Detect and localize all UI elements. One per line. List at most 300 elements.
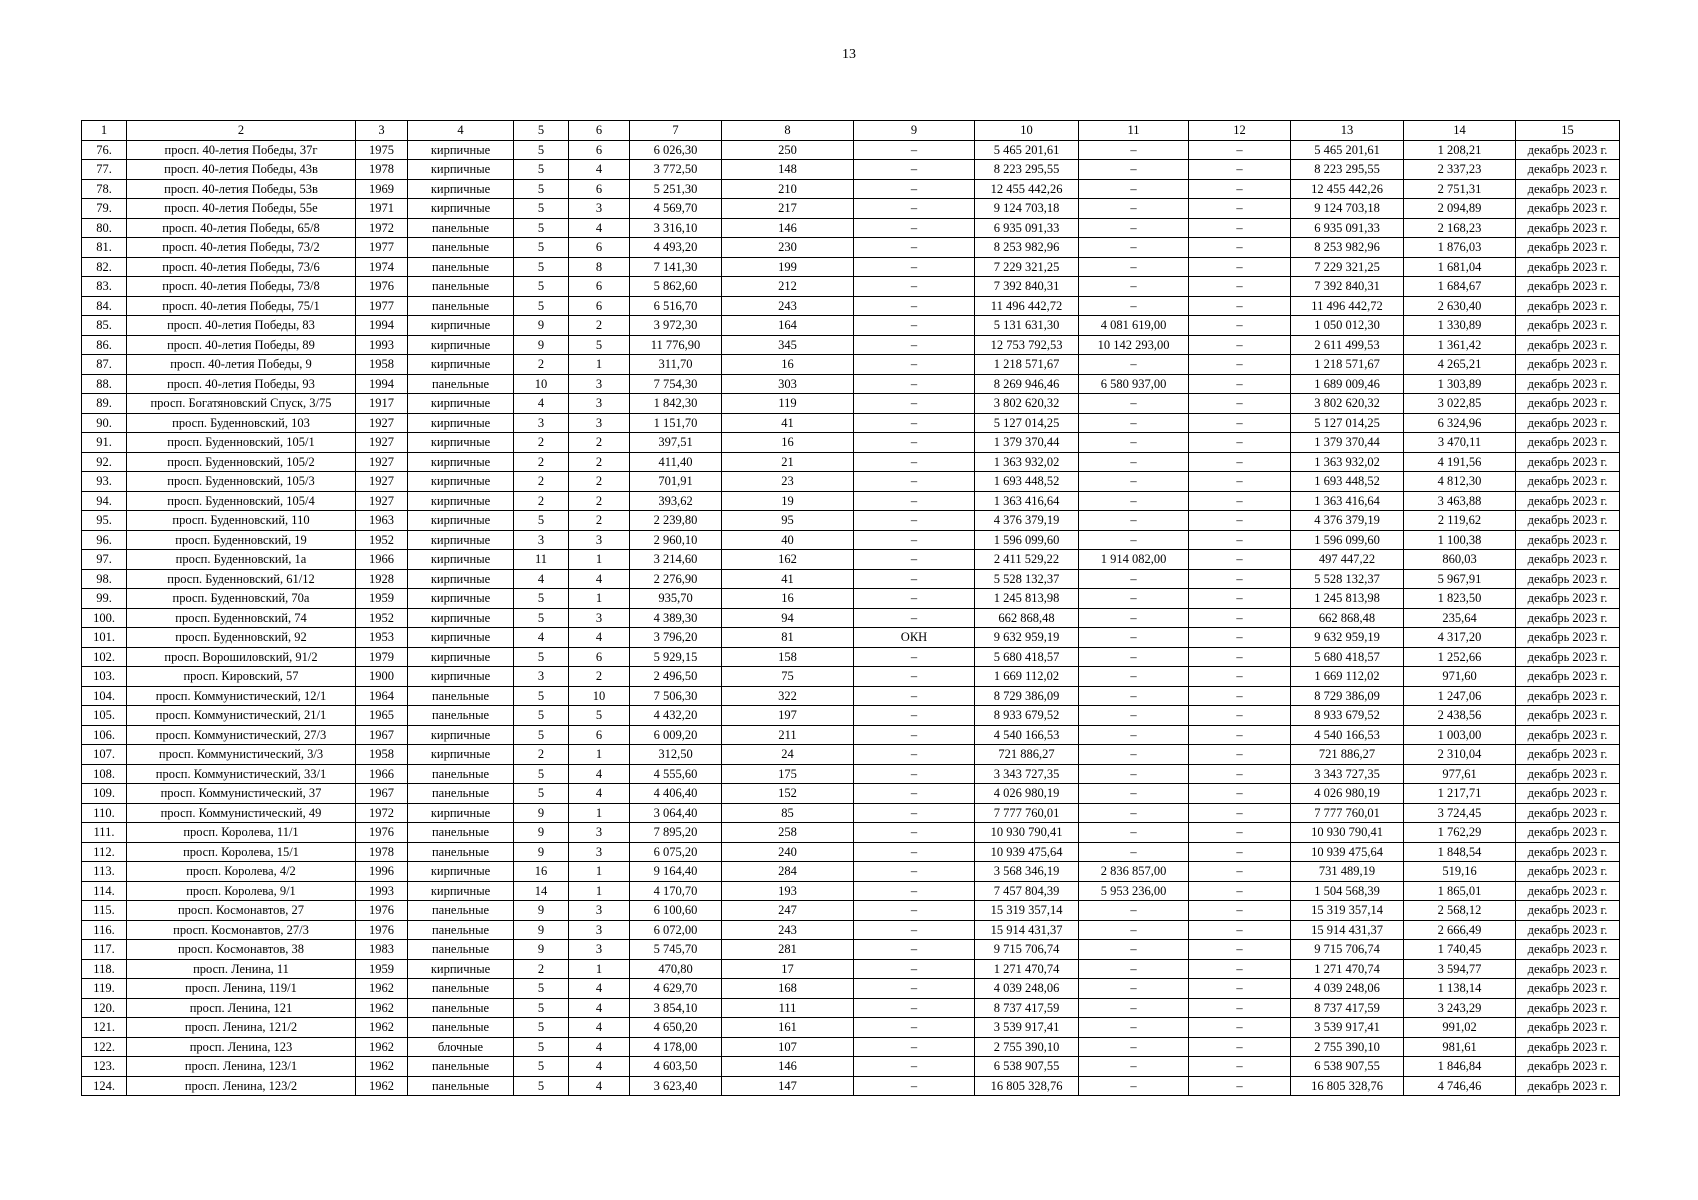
table-cell: 6 935 091,33 bbox=[975, 218, 1079, 238]
table-cell: 5 465 201,61 bbox=[1291, 140, 1404, 160]
table-cell: панельные bbox=[408, 920, 514, 940]
table-cell: 146 bbox=[722, 1057, 854, 1077]
table-row bbox=[82, 628, 1620, 648]
table-cell: 1966 bbox=[356, 550, 408, 570]
address-cell: просп. Ленина, 123/1 bbox=[127, 1057, 356, 1077]
table-cell: 5 929,15 bbox=[630, 647, 722, 667]
table-cell: декабрь 2023 г. bbox=[1516, 628, 1620, 648]
table-cell: 4 bbox=[569, 784, 630, 804]
table-cell: 4 812,30 bbox=[1404, 472, 1516, 492]
table-cell: кирпичные bbox=[408, 316, 514, 336]
table-cell: 397,51 bbox=[630, 433, 722, 453]
table-cell: 5 bbox=[514, 686, 569, 706]
table-cell: 77. bbox=[82, 160, 127, 180]
address-cell: просп. Буденновский, 70а bbox=[127, 589, 356, 609]
column-header: 7 bbox=[630, 121, 722, 141]
table-cell: 3 bbox=[569, 901, 630, 921]
table-cell: – bbox=[1079, 745, 1189, 765]
address-cell: просп. 40-летия Победы, 65/8 bbox=[127, 218, 356, 238]
table-cell: 2 bbox=[569, 472, 630, 492]
table-cell: панельные bbox=[408, 257, 514, 277]
table-cell: 1 271 470,74 bbox=[1291, 959, 1404, 979]
table-cell: 7 141,30 bbox=[630, 257, 722, 277]
table-cell: 121. bbox=[82, 1018, 127, 1038]
table-cell: 1 684,67 bbox=[1404, 277, 1516, 297]
table-cell: декабрь 2023 г. bbox=[1516, 1037, 1620, 1057]
table-cell: 8 bbox=[569, 257, 630, 277]
table-cell: декабрь 2023 г. bbox=[1516, 199, 1620, 219]
table-cell: 2 239,80 bbox=[630, 511, 722, 531]
table-cell: 1959 bbox=[356, 959, 408, 979]
table-row bbox=[82, 140, 1620, 160]
table-cell: 470,80 bbox=[630, 959, 722, 979]
table-row bbox=[82, 179, 1620, 199]
table-cell: – bbox=[1189, 842, 1291, 862]
table-cell: панельные bbox=[408, 764, 514, 784]
table-cell: декабрь 2023 г. bbox=[1516, 569, 1620, 589]
table-cell: 1900 bbox=[356, 667, 408, 687]
table-cell: 281 bbox=[722, 940, 854, 960]
table-cell: 5 bbox=[514, 998, 569, 1018]
table-cell: 3 bbox=[569, 608, 630, 628]
table-cell: 6 bbox=[569, 238, 630, 258]
table-cell: декабрь 2023 г. bbox=[1516, 725, 1620, 745]
table-row bbox=[82, 569, 1620, 589]
table-cell: – bbox=[854, 140, 975, 160]
table-cell: 15 319 357,14 bbox=[975, 901, 1079, 921]
table-cell: 4 bbox=[514, 394, 569, 414]
table-cell: – bbox=[854, 998, 975, 1018]
table-cell: – bbox=[1079, 1037, 1189, 1057]
table-cell: 1927 bbox=[356, 452, 408, 472]
table-cell: 1978 bbox=[356, 160, 408, 180]
table-cell: 84. bbox=[82, 296, 127, 316]
table-cell: 1 865,01 bbox=[1404, 881, 1516, 901]
table-cell: 4 bbox=[569, 628, 630, 648]
table-cell: 99. bbox=[82, 589, 127, 609]
table-cell: 1962 bbox=[356, 1018, 408, 1038]
table-cell: 5 bbox=[514, 1018, 569, 1038]
table-cell: 1965 bbox=[356, 706, 408, 726]
table-cell: 8 729 386,09 bbox=[975, 686, 1079, 706]
table-cell: 79. bbox=[82, 199, 127, 219]
table-cell: 312,50 bbox=[630, 745, 722, 765]
table-cell: декабрь 2023 г. bbox=[1516, 238, 1620, 258]
address-cell: просп. Буденновский, 1а bbox=[127, 550, 356, 570]
table-cell: 1 138,14 bbox=[1404, 979, 1516, 999]
table-cell: 4 bbox=[569, 1076, 630, 1096]
table-body bbox=[82, 140, 1620, 1096]
table-cell: 1917 bbox=[356, 394, 408, 414]
table-cell: – bbox=[1189, 257, 1291, 277]
table-cell: 3 972,30 bbox=[630, 316, 722, 336]
address-cell: просп. Коммунистический, 21/1 bbox=[127, 706, 356, 726]
table-cell: 5 bbox=[514, 647, 569, 667]
table-cell: 115. bbox=[82, 901, 127, 921]
table-cell: 116. bbox=[82, 920, 127, 940]
table-cell: 94 bbox=[722, 608, 854, 628]
table-row bbox=[82, 511, 1620, 531]
table-cell: 243 bbox=[722, 920, 854, 940]
table-cell: 1975 bbox=[356, 140, 408, 160]
table-cell: 1976 bbox=[356, 920, 408, 940]
table-cell: – bbox=[1189, 881, 1291, 901]
table-cell: 2 960,10 bbox=[630, 530, 722, 550]
table-cell: 7 777 760,01 bbox=[1291, 803, 1404, 823]
table-cell: 1 762,29 bbox=[1404, 823, 1516, 843]
table-cell: 6 bbox=[569, 647, 630, 667]
table-cell: кирпичные bbox=[408, 140, 514, 160]
table-cell: 1993 bbox=[356, 335, 408, 355]
table-cell: – bbox=[1189, 784, 1291, 804]
table-cell: 1967 bbox=[356, 725, 408, 745]
table-cell: 3 343 727,35 bbox=[1291, 764, 1404, 784]
table-cell: 103. bbox=[82, 667, 127, 687]
table-cell: 4 317,20 bbox=[1404, 628, 1516, 648]
table-cell: панельные bbox=[408, 1057, 514, 1077]
table-cell: 5 251,30 bbox=[630, 179, 722, 199]
table-cell: 96. bbox=[82, 530, 127, 550]
table-cell: – bbox=[1189, 316, 1291, 336]
table-cell: 1993 bbox=[356, 881, 408, 901]
table-cell: 5 bbox=[514, 238, 569, 258]
table-cell: 1977 bbox=[356, 238, 408, 258]
table-cell: декабрь 2023 г. bbox=[1516, 842, 1620, 862]
table-cell: 1 596 099,60 bbox=[1291, 530, 1404, 550]
table-cell: 4 746,46 bbox=[1404, 1076, 1516, 1096]
table-cell: 3 bbox=[569, 842, 630, 862]
table-cell: – bbox=[854, 179, 975, 199]
address-cell: просп. Ленина, 123/2 bbox=[127, 1076, 356, 1096]
table-cell: – bbox=[1189, 745, 1291, 765]
table-cell: 1 693 448,52 bbox=[975, 472, 1079, 492]
table-cell: 10 930 790,41 bbox=[1291, 823, 1404, 843]
table-cell: 211 bbox=[722, 725, 854, 745]
table-cell: 3 bbox=[514, 530, 569, 550]
address-cell: просп. Королева, 11/1 bbox=[127, 823, 356, 843]
table-cell: 393,62 bbox=[630, 491, 722, 511]
table-cell: – bbox=[1189, 647, 1291, 667]
table-cell: 1 842,30 bbox=[630, 394, 722, 414]
table-cell: 2 bbox=[514, 959, 569, 979]
table-cell: – bbox=[1079, 920, 1189, 940]
table-cell: 3 bbox=[569, 374, 630, 394]
table-cell: 1 218 571,67 bbox=[1291, 355, 1404, 375]
table-row bbox=[82, 394, 1620, 414]
table-cell: кирпичные bbox=[408, 160, 514, 180]
table-cell: 1 596 099,60 bbox=[975, 530, 1079, 550]
table-cell: 5 bbox=[514, 160, 569, 180]
column-header: 10 bbox=[975, 121, 1079, 141]
table-cell: панельные bbox=[408, 1018, 514, 1038]
column-header: 9 bbox=[854, 121, 975, 141]
table-cell: 2 bbox=[569, 452, 630, 472]
table-cell: – bbox=[1189, 238, 1291, 258]
table-cell: кирпичные bbox=[408, 647, 514, 667]
table-cell: 1 247,06 bbox=[1404, 686, 1516, 706]
table-row bbox=[82, 862, 1620, 882]
table-cell: 977,61 bbox=[1404, 764, 1516, 784]
table-cell: – bbox=[854, 550, 975, 570]
table-row bbox=[82, 686, 1620, 706]
table-cell: декабрь 2023 г. bbox=[1516, 1057, 1620, 1077]
table-cell: кирпичные bbox=[408, 355, 514, 375]
table-cell: 6 bbox=[569, 296, 630, 316]
table-cell: – bbox=[1079, 1076, 1189, 1096]
table-cell: 7 457 804,39 bbox=[975, 881, 1079, 901]
table-row bbox=[82, 940, 1620, 960]
table-cell: 2 411 529,22 bbox=[975, 550, 1079, 570]
table-row bbox=[82, 1057, 1620, 1077]
table-cell: 3 bbox=[569, 199, 630, 219]
table-cell: 7 392 840,31 bbox=[1291, 277, 1404, 297]
table-cell: 1 151,70 bbox=[630, 413, 722, 433]
table-cell: – bbox=[1079, 667, 1189, 687]
table-cell: – bbox=[1189, 179, 1291, 199]
table-cell: 1 217,71 bbox=[1404, 784, 1516, 804]
table-cell: 6 072,00 bbox=[630, 920, 722, 940]
table-cell: 21 bbox=[722, 452, 854, 472]
table-cell: декабрь 2023 г. bbox=[1516, 316, 1620, 336]
table-cell: 1962 bbox=[356, 1076, 408, 1096]
table-cell: декабрь 2023 г. bbox=[1516, 608, 1620, 628]
address-cell: просп. Буденновский, 105/3 bbox=[127, 472, 356, 492]
table-cell: 11 776,90 bbox=[630, 335, 722, 355]
table-row bbox=[82, 296, 1620, 316]
address-cell: просп. Королева, 15/1 bbox=[127, 842, 356, 862]
table-cell: 6 580 937,00 bbox=[1079, 374, 1189, 394]
column-header: 14 bbox=[1404, 121, 1516, 141]
address-cell: просп. Буденновский, 74 bbox=[127, 608, 356, 628]
table-cell: 97. bbox=[82, 550, 127, 570]
table-cell: 3 623,40 bbox=[630, 1076, 722, 1096]
table-cell: 8 933 679,52 bbox=[1291, 706, 1404, 726]
table-cell: 1979 bbox=[356, 647, 408, 667]
table-cell: 1 363 416,64 bbox=[975, 491, 1079, 511]
table-cell: 10 939 475,64 bbox=[975, 842, 1079, 862]
table-cell: 9 715 706,74 bbox=[1291, 940, 1404, 960]
table-cell: 3 854,10 bbox=[630, 998, 722, 1018]
address-cell: просп. Коммунистический, 27/3 bbox=[127, 725, 356, 745]
table-cell: 8 223 295,55 bbox=[975, 160, 1079, 180]
table-cell: – bbox=[854, 218, 975, 238]
table-cell: 9 bbox=[514, 842, 569, 862]
table-cell: кирпичные bbox=[408, 394, 514, 414]
table-cell: 1 100,38 bbox=[1404, 530, 1516, 550]
table-cell: декабрь 2023 г. bbox=[1516, 355, 1620, 375]
table-row bbox=[82, 452, 1620, 472]
table-cell: 1927 bbox=[356, 491, 408, 511]
table-cell: декабрь 2023 г. bbox=[1516, 940, 1620, 960]
address-cell: просп. Космонавтов, 27/3 bbox=[127, 920, 356, 940]
table-cell: блочные bbox=[408, 1037, 514, 1057]
table-cell: 3 316,10 bbox=[630, 218, 722, 238]
table-cell: – bbox=[1079, 725, 1189, 745]
table-row bbox=[82, 647, 1620, 667]
table-cell: 4 bbox=[569, 764, 630, 784]
table-cell: – bbox=[1189, 296, 1291, 316]
table-cell: – bbox=[854, 608, 975, 628]
table-cell: 1 050 012,30 bbox=[1291, 316, 1404, 336]
table-cell: 1927 bbox=[356, 413, 408, 433]
table-cell: 3 724,45 bbox=[1404, 803, 1516, 823]
table-cell: 1959 bbox=[356, 589, 408, 609]
table-cell: 5 bbox=[514, 1057, 569, 1077]
table-cell: 4 026 980,19 bbox=[975, 784, 1079, 804]
table-cell: – bbox=[854, 238, 975, 258]
table-cell: 9 bbox=[514, 823, 569, 843]
table-cell: 3 022,85 bbox=[1404, 394, 1516, 414]
table-cell: декабрь 2023 г. bbox=[1516, 784, 1620, 804]
table-cell: 2 568,12 bbox=[1404, 901, 1516, 921]
table-cell: 147 bbox=[722, 1076, 854, 1096]
table-cell: 2 836 857,00 bbox=[1079, 862, 1189, 882]
table-cell: – bbox=[1189, 218, 1291, 238]
table-cell: 240 bbox=[722, 842, 854, 862]
table-cell: – bbox=[1079, 706, 1189, 726]
table-cell: 4 bbox=[569, 998, 630, 1018]
table-cell: кирпичные bbox=[408, 959, 514, 979]
table-cell: 7 754,30 bbox=[630, 374, 722, 394]
table-cell: – bbox=[1189, 394, 1291, 414]
table-cell: декабрь 2023 г. bbox=[1516, 511, 1620, 531]
address-cell: просп. Коммунистический, 49 bbox=[127, 803, 356, 823]
table-cell: 158 bbox=[722, 647, 854, 667]
table-cell: 114. bbox=[82, 881, 127, 901]
table-cell: 2 bbox=[569, 667, 630, 687]
table-cell: 5 862,60 bbox=[630, 277, 722, 297]
table-cell: 4 bbox=[514, 628, 569, 648]
address-cell: просп. 40-летия Победы, 93 bbox=[127, 374, 356, 394]
table-cell: 5 bbox=[514, 979, 569, 999]
table-cell: – bbox=[854, 940, 975, 960]
table-cell: 75 bbox=[722, 667, 854, 687]
table-cell: 2 bbox=[514, 745, 569, 765]
table-cell: – bbox=[1189, 550, 1291, 570]
table-cell: 8 253 982,96 bbox=[1291, 238, 1404, 258]
table-cell: 1 740,45 bbox=[1404, 940, 1516, 960]
table-cell: 4 178,00 bbox=[630, 1037, 722, 1057]
table-row bbox=[82, 706, 1620, 726]
table-cell: 1963 bbox=[356, 511, 408, 531]
table-cell: – bbox=[854, 1076, 975, 1096]
table-cell: 175 bbox=[722, 764, 854, 784]
table-cell: 82. bbox=[82, 257, 127, 277]
table-cell: 4 081 619,00 bbox=[1079, 316, 1189, 336]
table-cell: 8 223 295,55 bbox=[1291, 160, 1404, 180]
table-cell: 1 245 813,98 bbox=[1291, 589, 1404, 609]
table-cell: 8 933 679,52 bbox=[975, 706, 1079, 726]
table-cell: 243 bbox=[722, 296, 854, 316]
table-cell: 1 504 568,39 bbox=[1291, 881, 1404, 901]
table-cell: 7 229 321,25 bbox=[1291, 257, 1404, 277]
table-cell: 162 bbox=[722, 550, 854, 570]
table-cell: 5 465 201,61 bbox=[975, 140, 1079, 160]
table-cell: – bbox=[1189, 725, 1291, 745]
table-cell: 91. bbox=[82, 433, 127, 453]
table-cell: 193 bbox=[722, 881, 854, 901]
table-cell: 124. bbox=[82, 1076, 127, 1096]
table-row bbox=[82, 413, 1620, 433]
table-cell: 1 681,04 bbox=[1404, 257, 1516, 277]
table-cell: 2 bbox=[569, 433, 630, 453]
address-cell: просп. 40-летия Победы, 73/2 bbox=[127, 238, 356, 258]
table-cell: – bbox=[1189, 1037, 1291, 1057]
table-cell: 230 bbox=[722, 238, 854, 258]
table-cell: 1962 bbox=[356, 998, 408, 1018]
table-cell: – bbox=[1079, 901, 1189, 921]
table-cell: 19 bbox=[722, 491, 854, 511]
table-cell: декабрь 2023 г. bbox=[1516, 686, 1620, 706]
table-cell: 5 bbox=[514, 725, 569, 745]
table-cell: 199 bbox=[722, 257, 854, 277]
table-cell: – bbox=[854, 394, 975, 414]
table-cell: – bbox=[854, 316, 975, 336]
table-cell: 10 142 293,00 bbox=[1079, 335, 1189, 355]
table-cell: – bbox=[1079, 257, 1189, 277]
table-cell: – bbox=[1189, 452, 1291, 472]
table-cell: декабрь 2023 г. bbox=[1516, 218, 1620, 238]
table-cell: кирпичные bbox=[408, 472, 514, 492]
table-cell: 701,91 bbox=[630, 472, 722, 492]
address-cell: просп. Буденновский, 61/12 bbox=[127, 569, 356, 589]
table-row bbox=[82, 998, 1620, 1018]
table-row bbox=[82, 842, 1620, 862]
table-cell: декабрь 2023 г. bbox=[1516, 862, 1620, 882]
table-cell: 11 496 442,72 bbox=[1291, 296, 1404, 316]
address-cell: просп. Буденновский, 103 bbox=[127, 413, 356, 433]
table-cell: – bbox=[854, 296, 975, 316]
table-cell: 11 bbox=[514, 550, 569, 570]
address-cell: просп. Космонавтов, 27 bbox=[127, 901, 356, 921]
table-cell: декабрь 2023 г. bbox=[1516, 179, 1620, 199]
table-cell: – bbox=[1189, 706, 1291, 726]
table-cell: 16 bbox=[722, 589, 854, 609]
table-cell: кирпичные bbox=[408, 862, 514, 882]
table-cell: 1952 bbox=[356, 530, 408, 550]
table-cell: 16 805 328,76 bbox=[1291, 1076, 1404, 1096]
table-cell: 2 630,40 bbox=[1404, 296, 1516, 316]
table-cell: декабрь 2023 г. bbox=[1516, 1018, 1620, 1038]
table-cell: – bbox=[1189, 940, 1291, 960]
table-cell: – bbox=[854, 686, 975, 706]
table-row bbox=[82, 335, 1620, 355]
table-cell: 4 039 248,06 bbox=[975, 979, 1079, 999]
table-cell: – bbox=[854, 667, 975, 687]
table-cell: – bbox=[1189, 823, 1291, 843]
table-cell: 1 208,21 bbox=[1404, 140, 1516, 160]
address-cell: просп. 40-летия Победы, 75/1 bbox=[127, 296, 356, 316]
table-cell: 5 680 418,57 bbox=[1291, 647, 1404, 667]
table-cell: 93. bbox=[82, 472, 127, 492]
table-row bbox=[82, 803, 1620, 823]
table-cell: 4 555,60 bbox=[630, 764, 722, 784]
table-cell: – bbox=[1079, 940, 1189, 960]
table-cell: 6 100,60 bbox=[630, 901, 722, 921]
table-cell: 110. bbox=[82, 803, 127, 823]
table-cell: 111 bbox=[722, 998, 854, 1018]
table-cell: 5 bbox=[569, 335, 630, 355]
table-cell: 1 876,03 bbox=[1404, 238, 1516, 258]
table-cell: 1 303,89 bbox=[1404, 374, 1516, 394]
table-cell: 9 bbox=[514, 316, 569, 336]
table-cell: – bbox=[854, 959, 975, 979]
table-cell: панельные bbox=[408, 374, 514, 394]
table-cell: 5 bbox=[514, 589, 569, 609]
table-cell: 860,03 bbox=[1404, 550, 1516, 570]
table-cell: – bbox=[1079, 277, 1189, 297]
table-cell: декабрь 2023 г. bbox=[1516, 452, 1620, 472]
